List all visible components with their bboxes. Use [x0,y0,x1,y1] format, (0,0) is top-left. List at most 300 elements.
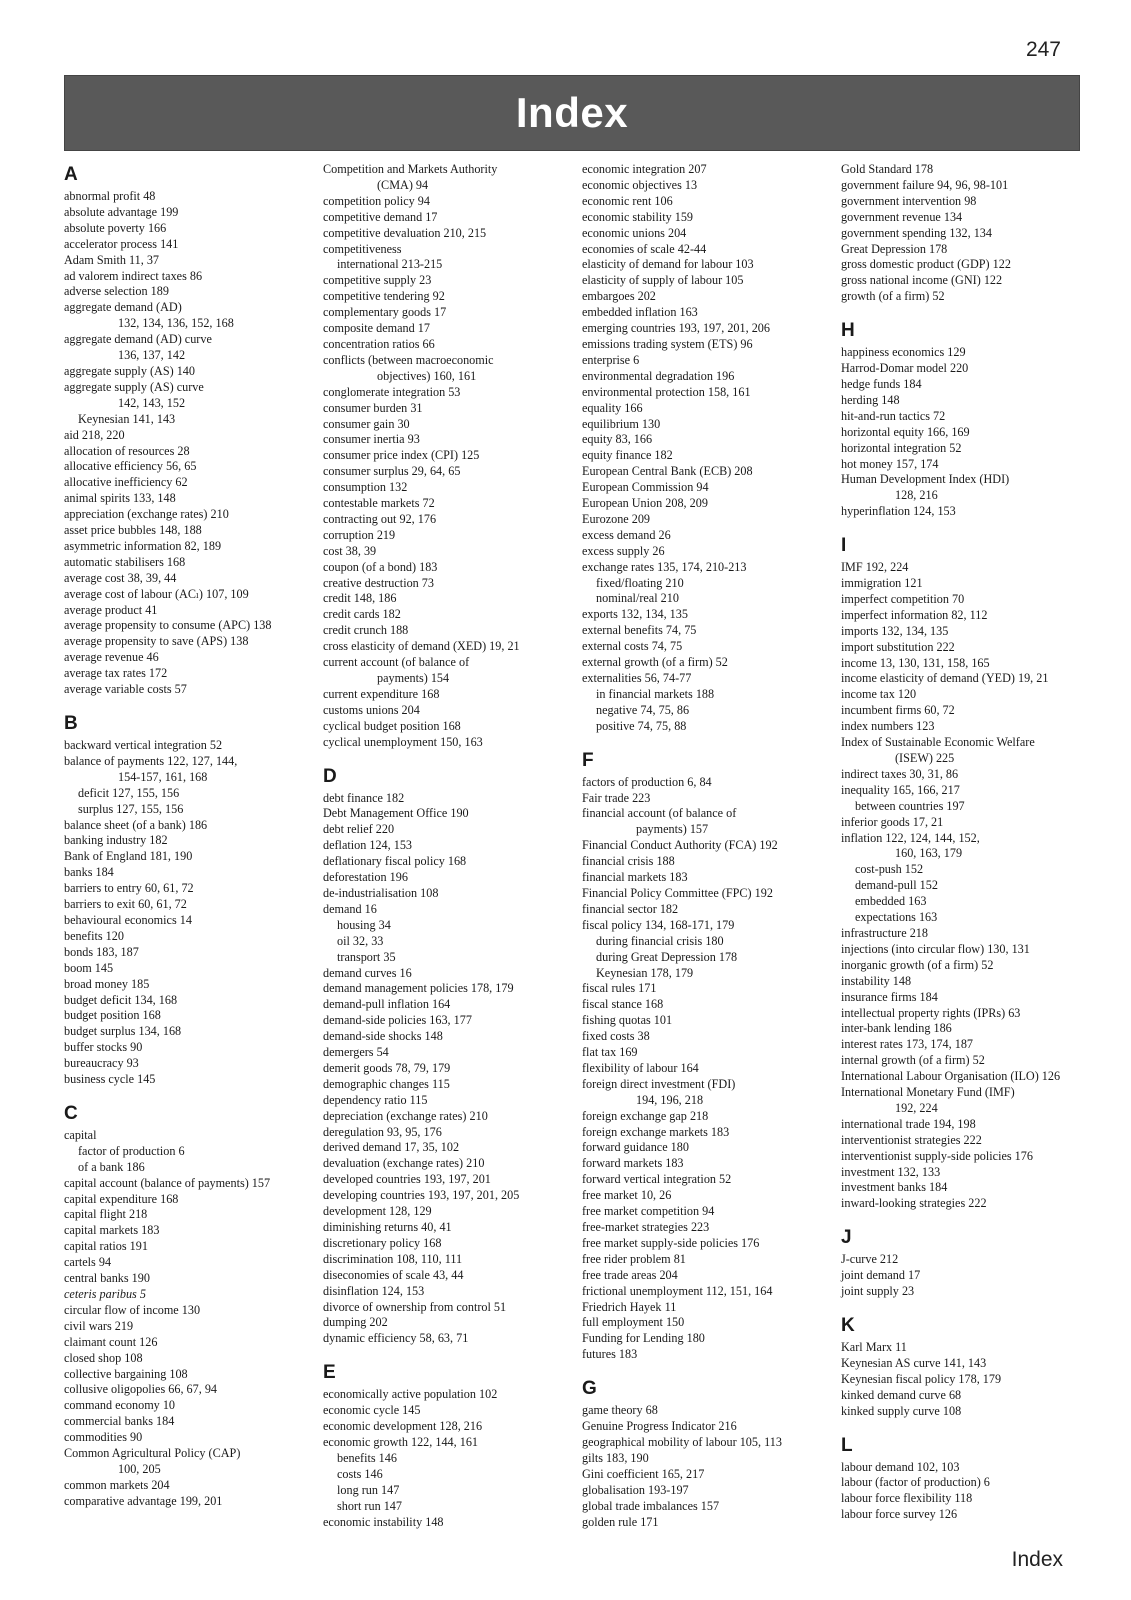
index-entry: forward vertical integration 52 [582,1172,732,1187]
index-entry: labour force survey 126 [841,1507,958,1522]
index-entry: conglomerate integration 53 [323,384,461,399]
index-entry: cartels 94 [64,1255,112,1270]
index-entry: hyperinflation 124, 153 [841,504,956,519]
index-entry: economic cycle 145 [323,1403,421,1418]
index-entry: dynamic efficiency 58, 63, 71 [323,1331,469,1346]
index-entry: Common Agricultural Policy (CAP) [64,1446,241,1461]
section-footer-label: Index [1011,1548,1063,1571]
index-entry: ceteris paribus 5 [64,1287,146,1301]
index-entry: discretionary policy 168 [323,1235,442,1250]
index-entry: demerit goods 78, 79, 179 [323,1060,451,1075]
index-entry: central banks 190 [64,1271,150,1286]
index-entry: government failure 94, 96, 98-101 [841,177,1009,192]
index-entry: imports 132, 134, 135 [841,623,949,638]
index-entry: ad valorem indirect taxes 86 [64,268,203,283]
index-entry: free market competition 94 [582,1204,715,1219]
index-entry: Funding for Lending 180 [582,1331,705,1346]
index-title-banner [64,75,1080,151]
index-subentry: Keynesian 141, 143 [78,411,176,426]
index-entry: abnormal profit 48 [64,189,156,203]
index-entry: Keynesian AS curve 141, 143 [841,1355,987,1370]
index-entry: excess demand 26 [582,527,671,542]
index-subentry: short run 147 [337,1498,402,1513]
index-entry: hot money 157, 174 [841,456,939,471]
page-title: Index [515,89,629,136]
index-subentry: (ISEW) 225 [895,751,955,765]
index-entry: competition policy 94 [323,193,430,208]
index-subentry: positive 74, 75, 88 [596,718,687,733]
index-entry: economic stability 159 [582,209,694,224]
index-entry: depreciation (exchange rates) 210 [323,1108,488,1123]
index-subentry: 128, 216 [895,488,938,503]
index-entry: diseconomies of scale 43, 44 [323,1267,464,1282]
index-entry: economic objectives 13 [582,177,698,192]
index-subentry: in financial markets 188 [596,686,715,701]
index-entry: automatic stabilisers 168 [64,554,186,569]
index-entry: environmental protection 158, 161 [582,384,751,399]
index-subentry: 160, 163, 179 [895,846,963,861]
index-entry: deforestation 196 [323,870,408,885]
index-entry: average cost 38, 39, 44 [64,570,177,585]
index-entry: animal spirits 133, 148 [64,491,176,506]
index-entry: hedge funds 184 [841,376,922,391]
index-entry: credit 148, 186 [323,591,397,606]
index-entry: interest rates 173, 174, 187 [841,1037,974,1052]
index-entry: interventionist strategies 222 [841,1132,982,1147]
index-entry: demand curves 16 [323,965,412,980]
index-entry: composite demand 17 [323,321,430,336]
index-entry: Competition and Markets Authority [323,162,498,176]
index-subentry: between countries 197 [855,798,965,813]
index-entry: fiscal rules 171 [582,981,657,996]
index-entry: consumer surplus 29, 64, 65 [323,464,461,479]
index-entry: current account (of balance of [323,655,470,670]
index-letter-heading: J [841,1227,852,1249]
index-entry: injections (into circular flow) 130, 131 [841,941,1030,956]
index-subentry: long run 147 [337,1482,400,1497]
index-entry: consumer inertia 93 [323,432,420,447]
index-entry: Human Development Index (HDI) [841,472,1010,487]
index-entry: Fair trade 223 [582,790,651,805]
index-entry: conflicts (between macroeconomic [323,352,494,367]
index-subentry: of a bank 186 [78,1159,145,1174]
index-entry: economies of scale 42-44 [582,241,707,256]
index-entry: capital flight 218 [64,1207,148,1222]
index-entry: allocative inefficiency 62 [64,475,188,490]
index-subentry: cost-push 152 [855,862,924,877]
index-entry: deflationary fiscal policy 168 [323,854,467,869]
index-entry: flat tax 169 [582,1045,638,1060]
index-entry: economic growth 122, 144, 161 [323,1434,479,1449]
index-entry: allocation of resources 28 [64,443,190,458]
index-entry: competitive demand 17 [323,209,438,224]
index-entry: corruption 219 [323,527,396,542]
index-entry: equality 166 [582,400,643,415]
index-entry: competitive devaluation 210, 215 [323,225,487,240]
index-entry: competitive tendering 92 [323,289,445,304]
index-entry: claimant count 126 [64,1334,158,1349]
index-subentry: 154-157, 161, 168 [118,769,208,784]
index-entry: environmental degradation 196 [582,368,735,383]
index-entry: business cycle 145 [64,1072,156,1087]
index-entry: horizontal integration 52 [841,440,962,455]
index-entry: labour force flexibility 118 [841,1491,973,1506]
index-entry: equity finance 182 [582,448,673,463]
index-entry: income elasticity of demand (YED) 19, 21 [841,671,1049,686]
index-entry: external growth (of a firm) 52 [582,655,728,670]
index-entry: banking industry 182 [64,833,168,848]
index-entry: development 128, 129 [323,1204,432,1219]
index-entry: asymmetric information 82, 189 [64,538,222,553]
index-entry: golden rule 171 [582,1514,659,1529]
index-entry: excess supply 26 [582,543,665,558]
index-subentry: 136, 137, 142 [118,348,186,363]
index-entry: comparative advantage 199, 201 [64,1493,223,1508]
index-subentry: demand-pull 152 [855,878,938,893]
index-letter-heading: B [64,713,78,734]
index-entry: IMF 192, 224 [841,560,909,575]
index-letter-heading: H [841,320,855,342]
index-entry: investment banks 184 [841,1180,948,1195]
index-entry: boom 145 [64,960,114,975]
index-entry: inter-bank lending 186 [841,1021,952,1036]
index-entry: commodities 90 [64,1430,143,1445]
index-entry: international trade 194, 198 [841,1116,976,1131]
index-entry: foreign exchange gap 218 [582,1108,709,1123]
index-entry: demand-side policies 163, 177 [323,1013,472,1028]
index-letter-heading: K [841,1315,855,1336]
index-entry: forward guidance 180 [582,1140,689,1155]
index-entry: imperfect competition 70 [841,591,965,606]
index-letter-heading: D [323,765,337,787]
index-subentry: factor of production 6 [78,1143,185,1158]
index-entry: dumping 202 [323,1315,388,1330]
index-entry: International Labour Organisation (ILO) 126 [841,1069,1061,1084]
index-letter-heading: F [582,749,594,771]
index-entry: bonds 183, 187 [64,944,139,959]
index-entry: frictional unemployment 112, 151, 164 [582,1283,773,1298]
index-entry: growth (of a firm) 52 [841,289,945,304]
index-entry: appreciation (exchange rates) 210 [64,507,229,522]
index-entry: embargoes 202 [582,289,656,304]
index-entry: bureaucracy 93 [64,1056,139,1071]
index-subentry: transport 35 [337,949,396,964]
index-entry: barriers to exit 60, 61, 72 [64,897,187,912]
index-entry: government spending 132, 134 [841,225,992,240]
index-entry: consumer price index (CPI) 125 [323,448,480,463]
index-entry: collusive oligopolies 66, 67, 94 [64,1382,218,1397]
index-entry: flexibility of labour 164 [582,1060,699,1075]
index-entry: aggregate supply (AS) 140 [64,363,195,378]
index-entry: complementary goods 17 [323,305,447,320]
index-entry: kinked supply curve 108 [841,1403,962,1418]
index-entry: enterprise 6 [582,352,640,367]
index-entry: European Union 208, 209 [582,496,708,511]
index-entry: elasticity of supply of labour 105 [582,273,744,288]
index-entry: Gini coefficient 165, 217 [582,1466,705,1481]
index-entry: economic instability 148 [323,1514,444,1529]
index-entry: balance sheet (of a bank) 186 [64,817,208,832]
index-entry: Keynesian fiscal policy 178, 179 [841,1371,1002,1386]
index-entry: dependency ratio 115 [323,1092,428,1107]
index-entry: game theory 68 [582,1403,658,1418]
index-entry: creative destruction 73 [323,575,434,590]
index-entry: cross elasticity of demand (XED) 19, 21 [323,639,520,654]
index-entry: inequality 165, 166, 217 [841,782,960,797]
index-subentry: deficit 127, 155, 156 [78,785,180,800]
index-entry: demand-side shocks 148 [323,1029,443,1044]
index-entry: European Central Bank (ECB) 208 [582,464,753,479]
index-entry: financial markets 183 [582,870,688,885]
index-entry: closed shop 108 [64,1350,143,1365]
index-entry: aggregate demand (AD) curve [64,332,212,347]
index-column-3 [582,162,819,1562]
index-entry: civil wars 219 [64,1318,134,1333]
index-entry: instability 148 [841,973,912,988]
index-entry: deflation 124, 153 [323,838,413,853]
page-number: 247 [1025,38,1061,61]
index-subentry: benefits 146 [337,1450,397,1465]
index-entry: geographical mobility of labour 105, 113 [582,1434,782,1449]
index-entry: accelerator process 141 [64,236,179,251]
index-entry: full employment 150 [582,1315,685,1330]
index-subentry: expectations 163 [855,910,938,925]
index-entry: common markets 204 [64,1477,170,1492]
index-entry: banks 184 [64,865,114,880]
index-entry: concentration ratios 66 [323,336,435,351]
index-entry: discrimination 108, 110, 111 [323,1251,463,1266]
index-column-1 [64,162,301,1562]
index-entry: Karl Marx 11 [841,1340,907,1354]
index-letter-heading: E [323,1362,336,1384]
index-entry: capital ratios 191 [64,1239,148,1254]
index-entry: economic unions 204 [582,225,687,240]
index-entry: aggregate demand (AD) [64,300,182,315]
index-entry: forward markets 183 [582,1156,684,1171]
index-entry: government intervention 98 [841,193,977,208]
index-entry: coupon (of a bond) 183 [323,559,438,574]
index-entry: inferior goods 17, 21 [841,814,944,829]
index-entry: foreign exchange markets 183 [582,1124,730,1139]
index-entry: immigration 121 [841,576,923,591]
index-entry: derived demand 17, 35, 102 [323,1140,460,1155]
index-entry: consumption 132 [323,480,408,495]
index-subentry: international 213-215 [337,257,443,272]
index-entry: joint supply 23 [841,1284,915,1299]
index-entry: asset price bubbles 148, 188 [64,523,202,538]
index-entry: circular flow of income 130 [64,1302,201,1317]
index-subentry: nominal/real 210 [596,591,679,606]
index-entry: capital account (balance of payments) 157 [64,1175,271,1190]
index-entry: disinflation 124, 153 [323,1283,425,1298]
index-subentry: fixed/floating 210 [596,575,684,590]
index-letter-heading: G [582,1378,597,1400]
index-entry: Harrod-Domar model 220 [841,361,969,376]
index-entry: hit-and-run tactics 72 [841,408,946,423]
index-entry: developing countries 193, 197, 201, 205 [323,1188,520,1203]
index-column-2 [323,162,560,1562]
index-entry: contestable markets 72 [323,496,435,511]
index-entry: fiscal policy 134, 168-171, 179 [582,917,735,932]
index-entry: European Commission 94 [582,480,709,495]
index-entry: average cost of labour (ACₗ) 107, 109 [64,586,249,601]
index-entry: emerging countries 193, 197, 201, 206 [582,321,770,336]
index-entry: gross national income (GNI) 122 [841,273,1003,288]
index-entry: investment 132, 133 [841,1164,941,1179]
index-entry: budget position 168 [64,1008,161,1023]
index-entry: exports 132, 134, 135 [582,607,688,622]
index-entry: foreign direct investment (FDI) [582,1076,736,1091]
index-entry: collective bargaining 108 [64,1366,188,1381]
index-entry: barriers to entry 60, 61, 72 [64,881,194,896]
index-subentry: 100, 205 [118,1461,161,1476]
index-entry: labour demand 102, 103 [841,1459,960,1474]
index-entry: economic rent 106 [582,193,673,208]
index-entry: interventionist supply-side policies 176 [841,1148,1033,1163]
index-entry: debt finance 182 [323,790,405,805]
index-entry: average propensity to consume (APC) 138 [64,618,272,633]
index-entry: economically active population 102 [323,1387,498,1402]
index-subentry: objectives) 160, 161 [377,368,477,383]
index-entry: devaluation (exchange rates) 210 [323,1156,485,1171]
index-entry: herding 148 [841,392,900,407]
index-entry: average variable costs 57 [64,682,187,697]
index-entry: indirect taxes 30, 31, 86 [841,766,959,781]
index-subentry: during Great Depression 178 [596,949,738,964]
index-entry: inward-looking strategies 222 [841,1196,987,1211]
index-entry: aggregate supply (AS) curve [64,379,204,394]
index-entry: deregulation 93, 95, 176 [323,1124,442,1139]
index-entry: Genuine Progress Indicator 216 [582,1419,737,1434]
index-entry: Financial Policy Committee (FPC) 192 [582,885,773,900]
index-entry: embedded inflation 163 [582,305,698,320]
index-entry: capital [64,1127,97,1142]
index-entry: infrastructure 218 [841,925,928,940]
index-entry: inflation 122, 124, 144, 152, [841,830,980,845]
index-entry: demand management policies 178, 179 [323,981,514,996]
index-entry: Financial Conduct Authority (FCA) 192 [582,838,778,853]
index-entry: index numbers 123 [841,719,935,734]
index-entry: inorganic growth (of a firm) 52 [841,957,994,972]
index-entry: allocative efficiency 56, 65 [64,459,197,474]
index-entry: consumer burden 31 [323,400,423,415]
index-subentry: 192, 224 [895,1100,938,1115]
index-entry: buffer stocks 90 [64,1040,143,1055]
index-entry: Debt Management Office 190 [323,806,469,821]
index-entry: average tax rates 172 [64,666,168,681]
index-entry: insurance firms 184 [841,989,938,1004]
index-entry: equity 83, 166 [582,432,653,447]
index-entry: cyclical unemployment 150, 163 [323,734,483,749]
index-entry: divorce of ownership from control 51 [323,1299,507,1314]
index-entry: elasticity of demand for labour 103 [582,257,754,272]
index-subentry: during financial crisis 180 [596,933,724,948]
index-entry: aid 218, 220 [64,427,125,442]
index-letter-heading: A [64,164,78,185]
index-subentry: 194, 196, 218 [636,1092,704,1107]
index-entry: Bank of England 181, 190 [64,849,193,864]
index-subentry: costs 146 [337,1466,383,1481]
index-letter-heading: I [841,535,847,557]
index-subentry: 132, 134, 136, 152, 168 [118,316,234,331]
index-entry: capital markets 183 [64,1223,160,1238]
index-entry: import substitution 222 [841,639,955,654]
index-entry: financial crisis 188 [582,854,675,869]
index-entry: budget deficit 134, 168 [64,992,178,1007]
index-letter-heading: C [64,1102,78,1124]
index-entry: free market supply-side policies 176 [582,1235,760,1250]
index-entry: income tax 120 [841,687,917,702]
index-subentry: payments) 157 [636,822,709,837]
index-entry: external benefits 74, 75 [582,623,697,638]
index-entry: gross domestic product (GDP) 122 [841,257,1011,272]
index-entry: commercial banks 184 [64,1414,175,1429]
index-entry: gilts 183, 190 [582,1450,649,1465]
index-entry: consumer gain 30 [323,416,410,431]
index-entry: globalisation 193-197 [582,1482,689,1497]
index-entry: kinked demand curve 68 [841,1387,962,1402]
index-subentry: 142, 143, 152 [118,395,186,410]
index-subentry: Keynesian 178, 179 [596,965,694,980]
index-entry: budget surplus 134, 168 [64,1024,182,1039]
index-entry: International Monetary Fund (IMF) [841,1085,1015,1100]
index-entry: free market 10, 26 [582,1188,672,1203]
index-entry: credit crunch 188 [323,623,409,638]
index-entry: income 13, 130, 131, 158, 165 [841,655,990,670]
index-columns [64,162,1074,1562]
index-entry: emissions trading system (ETS) 96 [582,336,753,351]
index-entry: fishing quotas 101 [582,1013,673,1028]
index-subentry: oil 32, 33 [337,933,384,948]
index-entry: exchange rates 135, 174, 210-213 [582,559,747,574]
index-entry: fiscal stance 168 [582,997,664,1012]
index-entry: J-curve 212 [841,1252,899,1267]
index-entry: joint demand 17 [841,1268,921,1283]
index-entry: Friedrich Hayek 11 [582,1299,677,1314]
index-entry: balance of payments 122, 127, 144, [64,753,238,768]
index-subentry: housing 34 [337,917,391,932]
index-column-4 [841,162,1078,1562]
index-letter-heading: L [841,1434,853,1456]
index-entry: horizontal equity 166, 169 [841,424,970,439]
index-entry: customs unions 204 [323,702,420,717]
index-entry: debt relief 220 [323,822,395,837]
index-entry: absolute advantage 199 [64,204,179,219]
index-subentry: (CMA) 94 [377,177,429,192]
index-entry: free-market strategies 223 [582,1220,710,1234]
index-entry: de-industrialisation 108 [323,885,439,900]
index-entry: happiness economics 129 [841,345,966,360]
index-entry: command economy 10 [64,1398,176,1413]
index-entry: economic development 128, 216 [323,1419,483,1434]
index-entry: intellectual property rights (IPRs) 63 [841,1005,1021,1020]
index-entry: global trade imbalances 157 [582,1498,720,1513]
index-entry: Eurozone 209 [582,511,651,526]
index-entry: futures 183 [582,1347,638,1362]
index-entry: Great Depression 178 [841,241,948,256]
index-entry: competitive supply 23 [323,273,432,288]
index-entry: competitiveness [323,241,402,256]
index-entry: demergers 54 [323,1045,389,1060]
index-entry: government revenue 134 [841,209,963,224]
index-entry: behavioural economics 14 [64,912,192,927]
index-entry: backward vertical integration 52 [64,738,223,752]
index-entry: financial account (of balance of [582,806,737,821]
index-entry: diminishing returns 40, 41 [323,1220,452,1234]
index-entry: Adam Smith 11, 37 [64,252,160,267]
index-subentry: negative 74, 75, 86 [596,702,690,717]
index-entry: broad money 185 [64,976,150,991]
